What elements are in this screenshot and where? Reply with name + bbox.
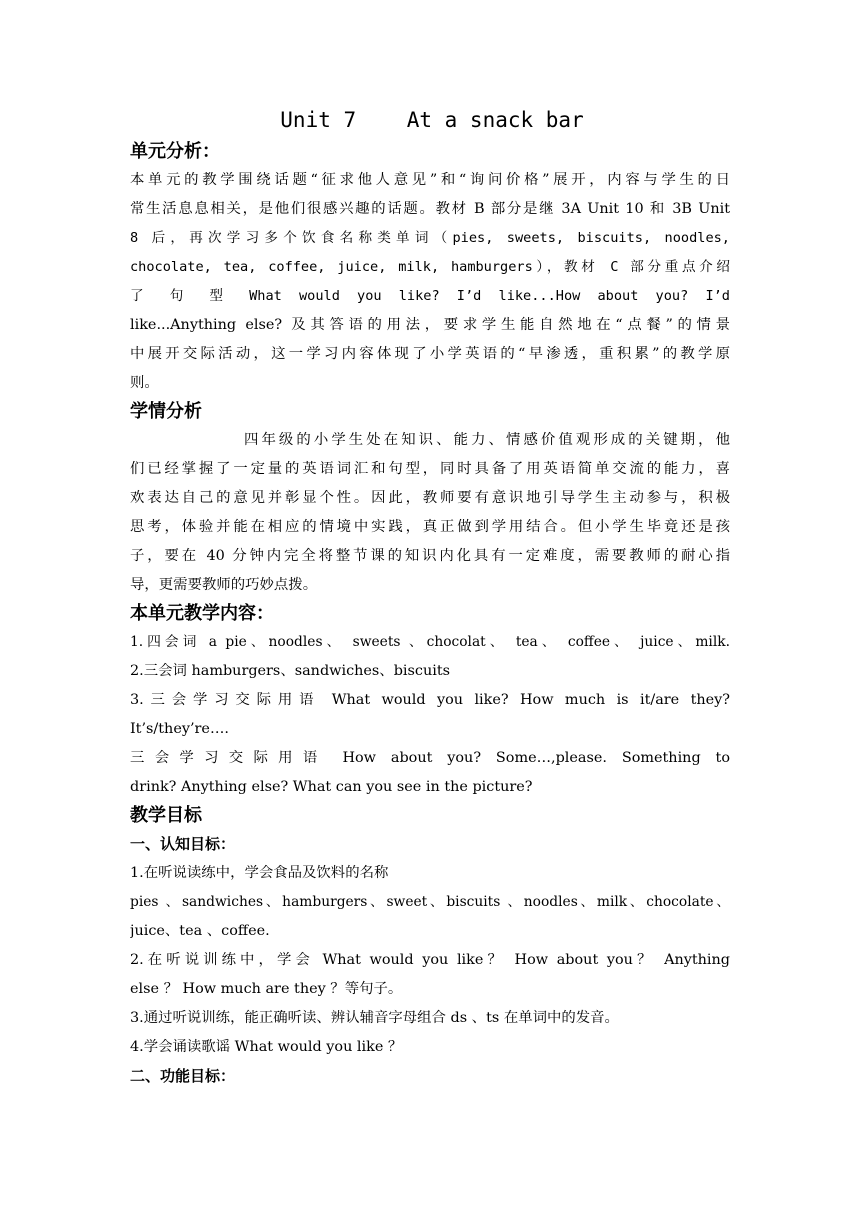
subheading-functional-goals: 二、功能目标： — [130, 1067, 236, 1085]
list-item: 2.三会词 hamburgers、sandwiches、biscuits — [130, 663, 450, 679]
heading-unit-content: 本单元教学内容： — [130, 603, 274, 624]
heading-learner-analysis: 学情分析 — [130, 401, 202, 422]
list-item: 4.学会诵读歌谣 What would you like ？ — [130, 1039, 403, 1055]
list-item: juice、tea 、coffee. — [130, 923, 270, 939]
list-item: 三会学习交际用语 How about you? Some…,please. Something to — [130, 750, 730, 766]
list-item: else ？ How much are they ？等句子。 — [130, 981, 403, 997]
paragraph-line: 们已经掌握了一定量的英语词汇和句型，同时具备了用英语简单交流的能力，喜 — [130, 461, 730, 477]
list-item: 3.三会学习交际用语 What would you like? How much is it/are they? — [130, 692, 730, 708]
list-item: It’s/they’re…. — [130, 721, 229, 737]
list-item: 1.四会词 a pie、noodles、 sweets 、chocolat、 tea、 coffee、 juice、milk. — [130, 634, 730, 650]
subheading-cognitive-goals: 一、认知目标： — [130, 835, 236, 853]
list-item: pies 、sandwiches、hamburgers、sweet、biscuits 、noodles、milk、chocolate、 — [130, 894, 730, 910]
list-item: drink? Anything else? What can you see in the picture? — [130, 779, 533, 795]
paragraph-line: 了 句 型 What would you like? I’d like...How about you? I’d — [130, 288, 730, 304]
paragraph-line: 欢表达自己的意见并彰显个性。因此，教师要有意识地引导学生主动参与，积极 — [130, 490, 730, 506]
paragraph-line: 导，更需要教师的巧妙点拨。 — [130, 577, 318, 593]
paragraph-line: 8 后，再次学习多个饮食名称类单词（pies, sweets, biscuits, noodles, — [130, 230, 730, 246]
paragraph-line: 思考，体验并能在相应的情境中实践，真正做到学用结合。但小学生毕竟还是孩 — [130, 519, 730, 535]
list-item: 3.通过听说训练，能正确听读、辨认辅音字母组合 ds 、ts 在单词中的发音。 — [130, 1010, 619, 1026]
document-title: Unit 7 At a snack bar — [280, 108, 584, 132]
paragraph-line: 中展开交际活动，这一学习内容体现了小学英语的“早渗透，重积累”的教学原 — [130, 346, 730, 362]
paragraph-line: 则。 — [130, 375, 159, 391]
heading-unit-analysis: 单元分析： — [130, 141, 220, 162]
list-item: 1.在听说读练中，学会食品及饮料的名称 — [130, 865, 389, 881]
paragraph-line: like...Anything else? 及其答语的用法，要求学生能自然地在“点餐”的情景 — [130, 317, 730, 333]
paragraph-line: 本单元的教学围绕话题“征求他人意见”和“询问价格”展开，内容与学生的日 — [130, 172, 730, 188]
paragraph-line: 常生活息息相关，是他们很感兴趣的话题。教材 B 部分是继 3A Unit 10 和 3B Unit — [130, 201, 730, 217]
heading-teaching-goals: 教学目标 — [130, 805, 202, 826]
list-item: 2.在听说训练中，学会 What would you like？ How about you？ Anything — [130, 952, 730, 968]
document-page — [130, 104, 730, 1091]
paragraph-line: chocolate, tea, coffee, juice, milk, hamburgers），教材 C 部分重点介绍 — [130, 259, 730, 275]
paragraph-line: 子，要在 40 分钟内完全将整节课的知识内化具有一定难度，需要教师的耐心指 — [130, 548, 730, 564]
paragraph-line: 四年级的小学生处在知识、能力、情感价值观形成的关键期，他 — [244, 432, 730, 448]
